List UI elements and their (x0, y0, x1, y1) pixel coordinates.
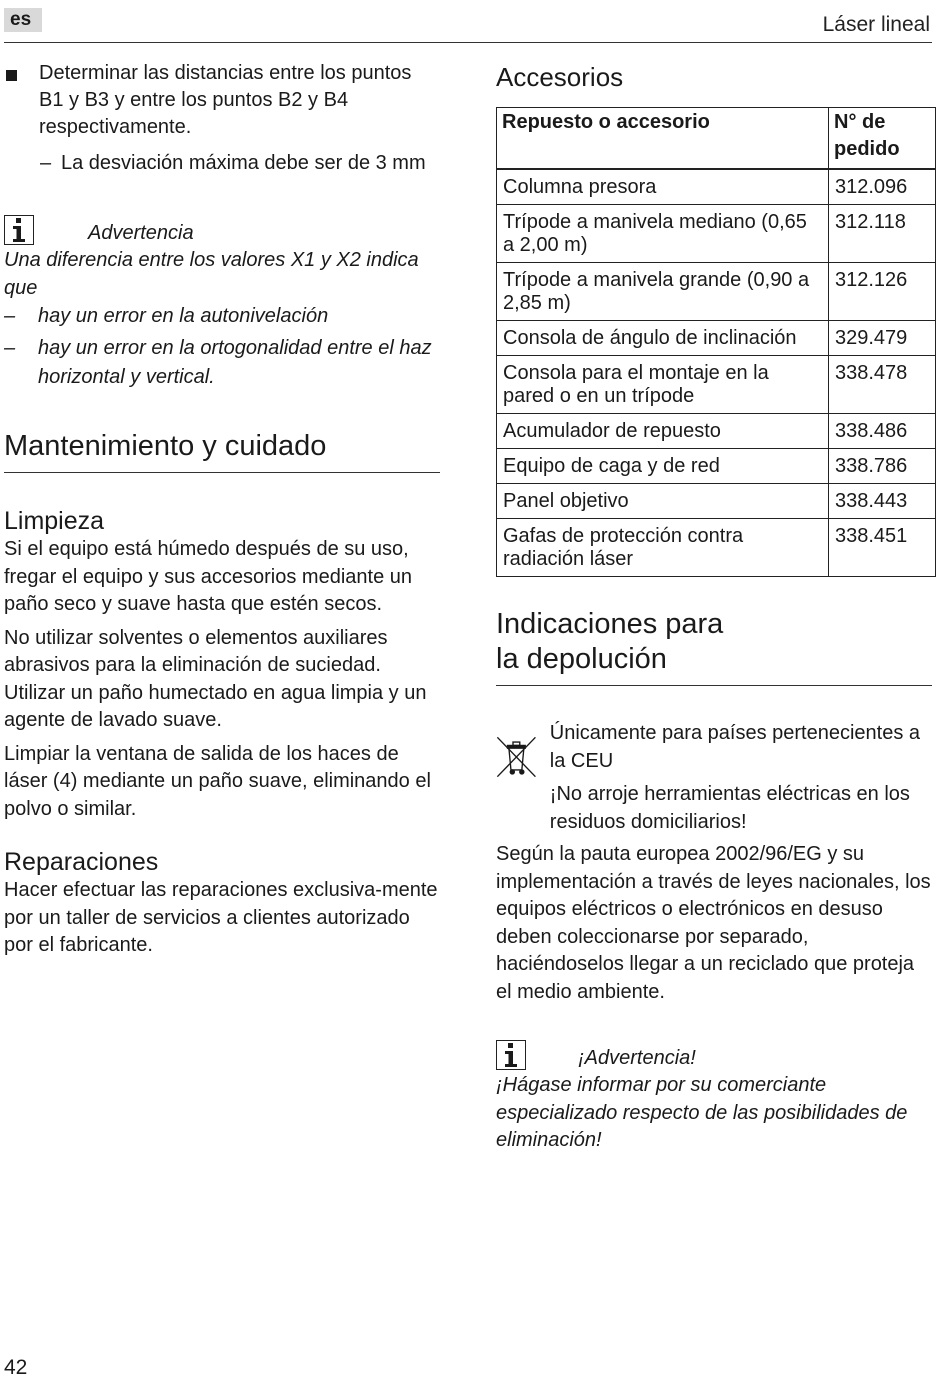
table-row: Trípode a manivela mediano (0,65 a 2,00 m) 312.118 (497, 205, 936, 263)
disposal-notice (496, 720, 932, 836)
bullet-item: Determinar las distancias entre los puntos B1 y B3 y entre los puntos B2 y B4 respectivamente. (4, 60, 440, 141)
disposal-notice-text (550, 720, 932, 836)
header-rule (4, 42, 932, 43)
table-row: Gafas de protección contra radiación láser 338.451 (497, 519, 936, 577)
language-tag: es (4, 8, 42, 32)
disposal-warning-text: ¡No arroje herramientas eléctricas en los residuos domiciliarios! (549, 783, 910, 833)
disposal-heading-line-2: la depolución (496, 643, 667, 675)
note-item: – hay un error en la ortogonalidad entre el haz horizontal y vertical. (4, 337, 432, 388)
cleaning-paragraph-2: No utilizar solventes o elementos auxiliares abrasivos para la eliminación de suciedad. Utilizar un paño humectado en agua limpia y un agente de lavado suave. (4, 626, 427, 731)
repairs-paragraph: Hacer efectuar las reparaciones exclusiva-mente por un taller de servicios a clientes autorizado por el fabricante. (4, 879, 438, 956)
disposal-heading-line-1: Indicaciones para (496, 608, 724, 640)
table-row: Acumulador de repuesto 338.486 (497, 414, 936, 449)
table-header-row (497, 108, 936, 170)
crossed-bin-icon (496, 726, 537, 788)
note-text: Una diferencia entre los valores X1 y X2 indica que (4, 249, 419, 299)
table-row: Consola para el montaje en la pared o en un trípode 338.478 (497, 356, 936, 414)
note-title: Advertencia (88, 221, 194, 244)
header-title: Láser lineal (822, 13, 930, 36)
disposal-heading (496, 607, 932, 686)
info-icon (496, 1040, 526, 1070)
disposal-paragraph: Según la pauta europea 2002/96/EG y su implementación a través de leyes nacionales, los equipos eléctricos o electrónicos en desuso deben coleccionarse por separado, haciéndoselos llegar a un reciclado que proteja el medio ambiente. (496, 843, 931, 1003)
table-row: Columna presora 312.096 (497, 169, 936, 205)
cleaning-paragraph-1: Si el equipo está húmedo después de su uso, fregar el equipo y sus accesorios mediante un paño seco y suave hasta que estén secos. (4, 538, 413, 615)
right-column (496, 60, 932, 1155)
note-header (4, 213, 440, 247)
accessories-heading: Accesorios (496, 62, 624, 92)
dash-item: – La desviación máxima debe ser de 3 mm (4, 150, 440, 177)
maintenance-heading: Mantenimiento y cuidado (4, 429, 440, 473)
table-row: Panel objetivo 338.443 (497, 484, 936, 519)
note2-title: ¡Advertencia! (578, 1046, 696, 1069)
dash-marker: – (40, 152, 52, 174)
left-column (4, 60, 440, 960)
bullet-square-icon (6, 70, 17, 81)
table-row: Consola de ángulo de inclinación 329.479 (497, 321, 936, 356)
table-header-code: N° de pedido (829, 108, 936, 170)
info-icon (4, 215, 34, 245)
disposal-eu-text: Únicamente para países pertenecientes a la CEU (549, 722, 921, 772)
note2-text: ¡Hágase informar por su comerciante especializado respecto de las posibilidades de eliminación! (496, 1074, 908, 1151)
note2-header (496, 1038, 932, 1072)
table-row: Trípode a manivela grande (0,90 a 2,85 m) 312.126 (497, 263, 936, 321)
page-number: 42 (4, 1356, 28, 1379)
cleaning-paragraph-3: Limpiar la ventana de salida de los haces de láser (4) mediante un paño suave, eliminando el polvo o similar. (4, 742, 431, 820)
repairs-heading: Reparaciones (4, 848, 159, 876)
note-item: – hay un error en la autonivelación (4, 305, 329, 327)
accessories-table (496, 107, 936, 577)
table-row: Equipo de caga y de red 338.786 (497, 449, 936, 484)
table-header-item: Repuesto o accesorio (497, 108, 829, 170)
cleaning-heading: Limpieza (4, 507, 105, 535)
